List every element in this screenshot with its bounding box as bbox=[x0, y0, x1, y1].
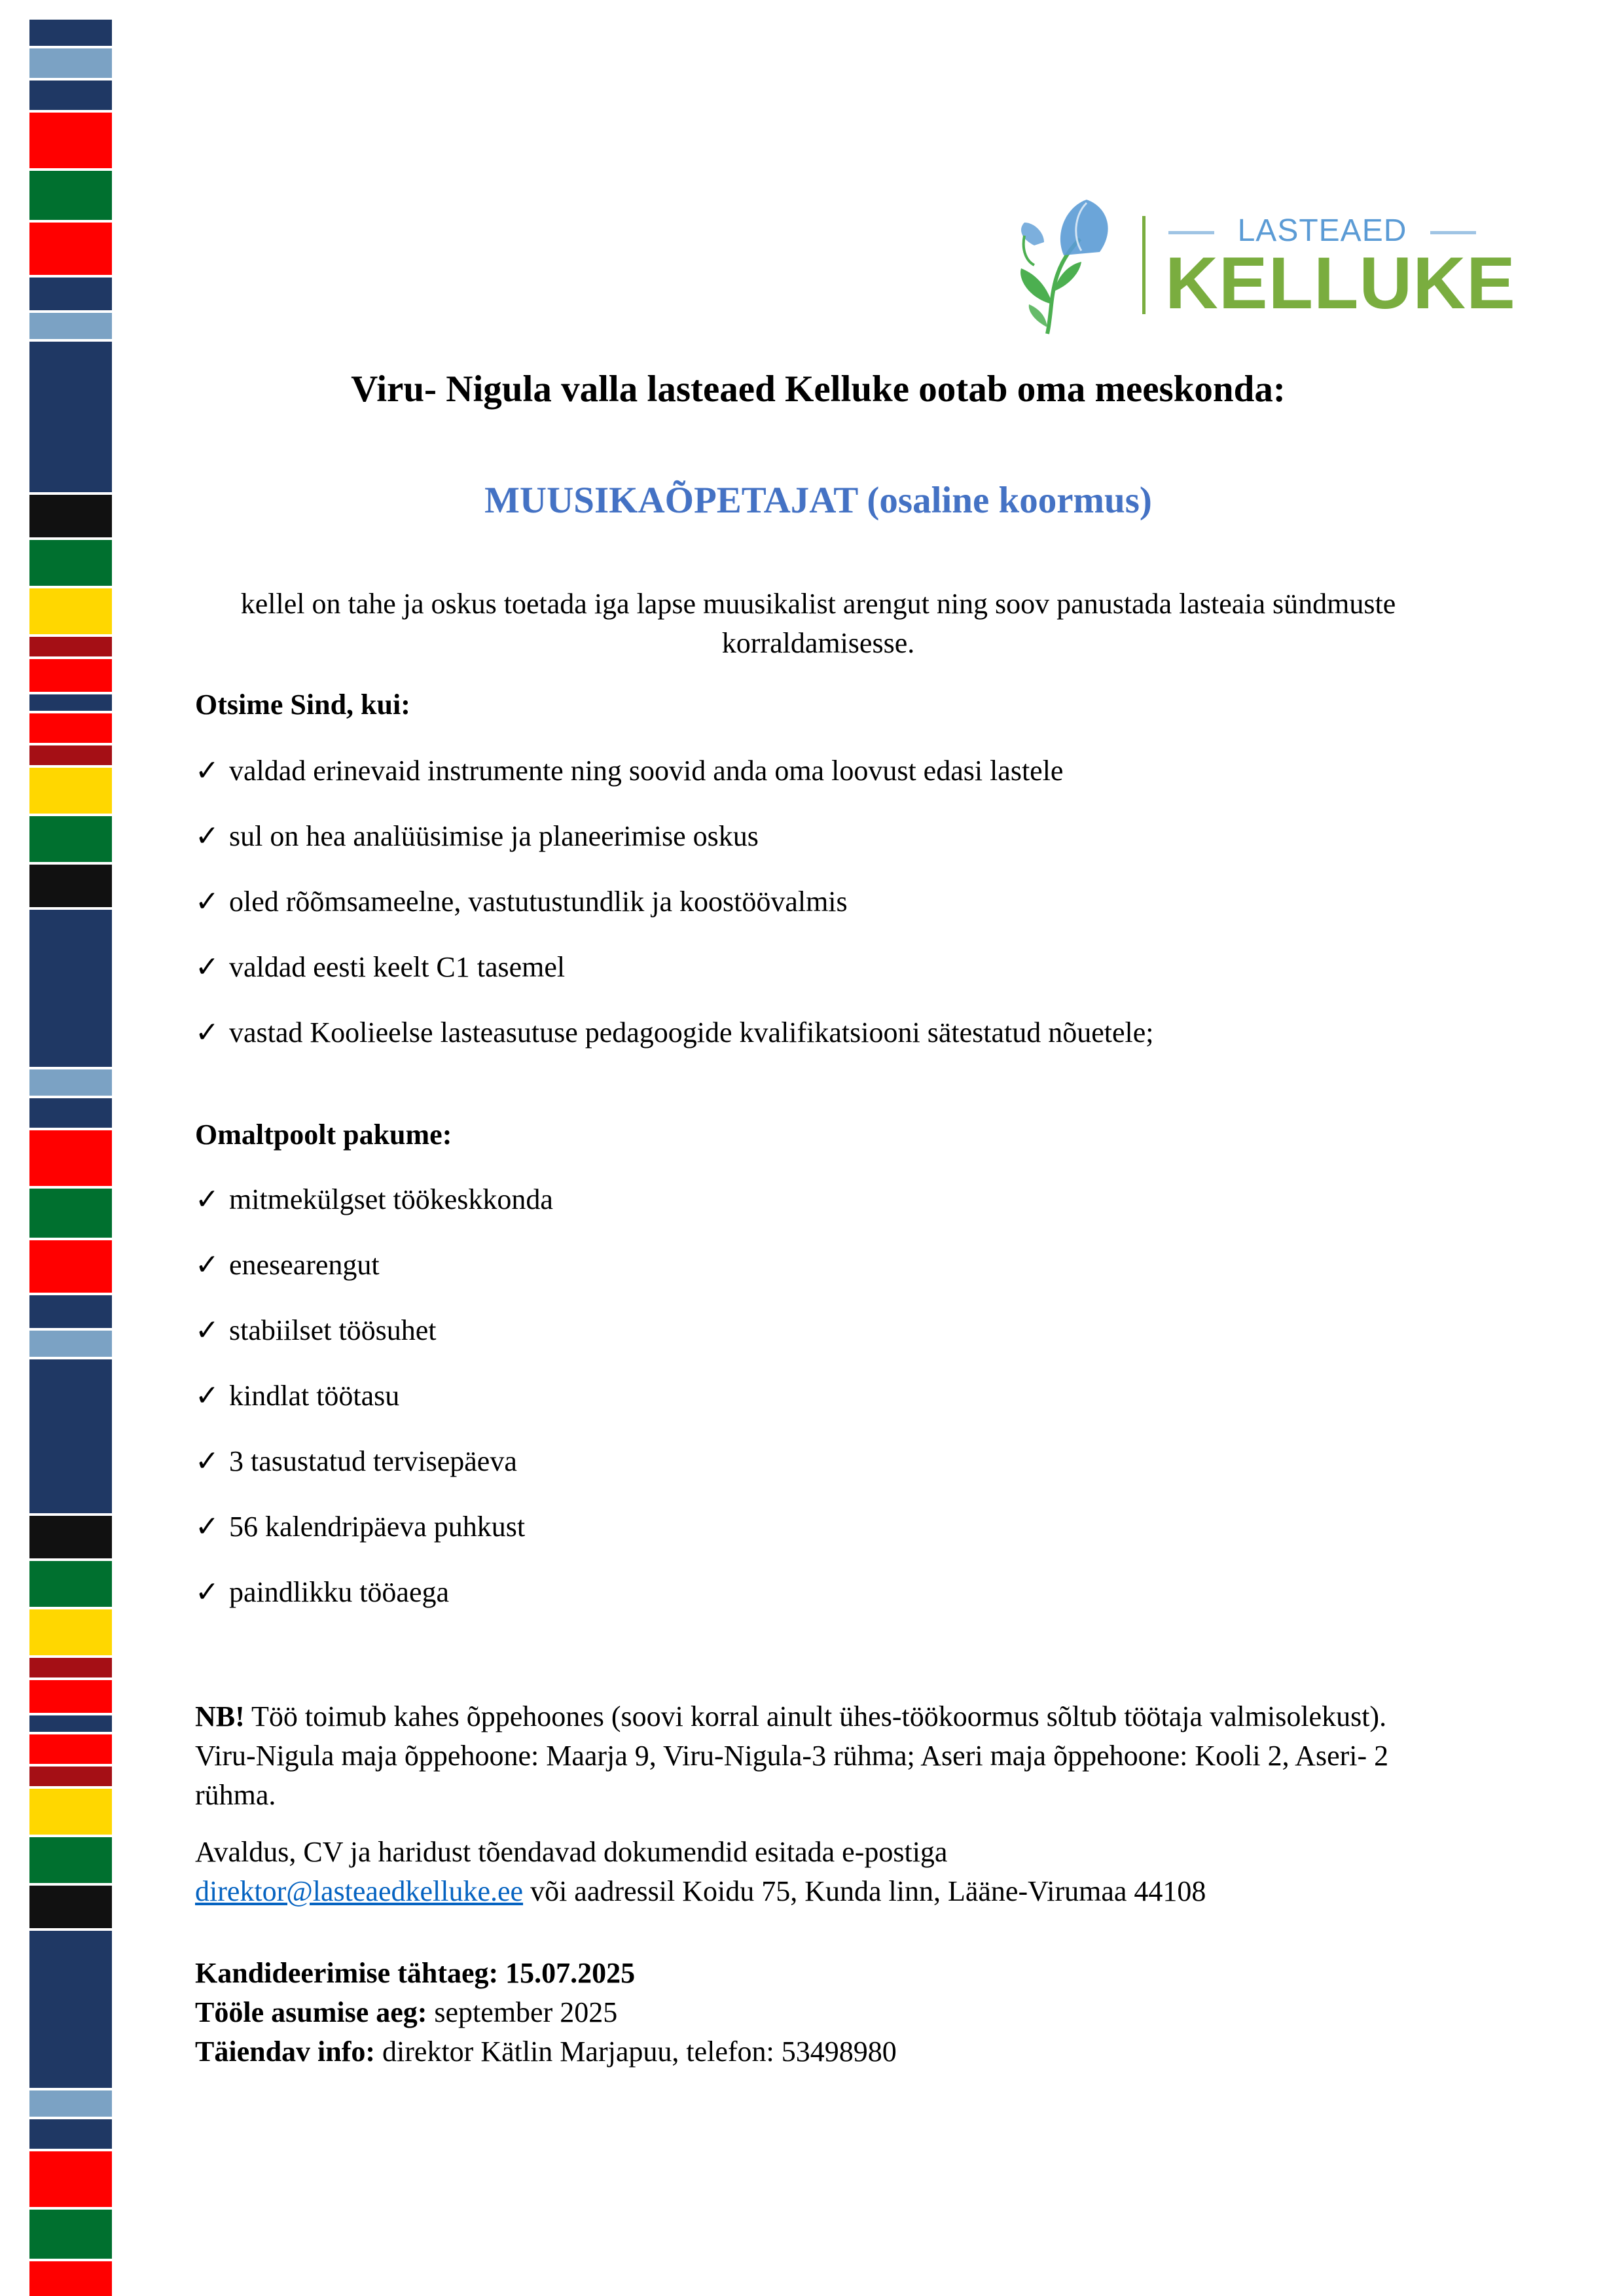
band-stripe bbox=[29, 1734, 112, 1764]
note-paragraph: NB! Töö toimub kahes õppehoones (soovi korral ainult ühes-töökoormus sõltub töötaja valmisolekust). Viru-Nigula maja õppehoone: Maarja 9, Viru-Nigula-3 rühma; Aseri maja õppehoone: Kooli 2, Aseri- 2 rühma. bbox=[195, 1700, 1389, 1811]
note-label: NB! bbox=[195, 1700, 245, 1732]
band-stripe bbox=[29, 1886, 112, 1928]
band-stripe bbox=[29, 1295, 112, 1328]
band-stripe bbox=[29, 1837, 112, 1883]
band-stripe bbox=[29, 2119, 112, 2149]
kelluke-logo bbox=[1008, 193, 1516, 344]
requirement-item: ✓ valdad eesti keelt C1 tasemel bbox=[195, 948, 1471, 987]
logo-title: KELLUKE bbox=[1165, 242, 1516, 324]
band-stripe bbox=[29, 865, 112, 907]
band-stripe bbox=[29, 2151, 112, 2207]
check-icon: ✓ bbox=[195, 1183, 219, 1215]
contact-info-line: Täiendav info: direktor Kätlin Marjapuu, telefon: 53498980 bbox=[195, 2036, 897, 2068]
logo-subtitle: LASTEAED bbox=[1237, 213, 1407, 248]
check-icon: ✓ bbox=[195, 1380, 219, 1412]
offer-item: ✓ paindlikku tööaega bbox=[195, 1573, 1471, 1612]
band-stripe bbox=[29, 637, 112, 656]
check-icon: ✓ bbox=[195, 951, 219, 983]
band-stripe bbox=[29, 1609, 112, 1655]
band-stripe bbox=[29, 113, 112, 168]
band-stripe bbox=[29, 713, 112, 743]
band-stripe bbox=[29, 1069, 112, 1096]
band-stripe bbox=[29, 1680, 112, 1713]
logo-divider bbox=[1142, 216, 1146, 314]
logo-line-left bbox=[1168, 231, 1214, 234]
check-icon: ✓ bbox=[195, 1016, 219, 1049]
intro-text: kellel on tahe ja oskus toetada iga lapse muusikalist arengut ning soov panustada lasteaia sündmuste korraldamisesse. bbox=[240, 588, 1396, 659]
band-stripe bbox=[29, 1789, 112, 1835]
application-paragraph: Avaldus, CV ja haridust tõendavad dokumendid esitada e-postiga direktor@lasteaedkelluke.ee või aadressil Koidu 75, Kunda linn, Lääne-Virumaa 44108 bbox=[195, 1836, 1206, 1907]
offer-item: ✓ mitmekülgset töökeskkonda bbox=[195, 1180, 1471, 1219]
check-icon: ✓ bbox=[195, 1314, 219, 1346]
band-stripe bbox=[29, 1240, 112, 1293]
band-stripe bbox=[29, 223, 112, 275]
band-stripe bbox=[29, 1767, 112, 1786]
check-icon: ✓ bbox=[195, 1445, 219, 1477]
band-stripe bbox=[29, 659, 112, 692]
band-stripe bbox=[29, 495, 112, 537]
logo-line-right bbox=[1430, 231, 1476, 234]
band-stripe bbox=[29, 2210, 112, 2259]
band-stripe bbox=[29, 48, 112, 78]
band-stripe bbox=[29, 81, 112, 110]
band-stripe bbox=[29, 1516, 112, 1558]
check-icon: ✓ bbox=[195, 755, 219, 787]
offer-item: ✓ stabiilset töösuhet bbox=[195, 1311, 1471, 1350]
requirement-item: ✓ oled rõõmsameelne, vastutustundlik ja koostöövalmis bbox=[195, 882, 1471, 922]
check-icon: ✓ bbox=[195, 1511, 219, 1543]
decorative-folk-band bbox=[29, 0, 112, 2296]
check-icon: ✓ bbox=[195, 886, 219, 918]
band-stripe bbox=[29, 1189, 112, 1238]
band-stripe bbox=[29, 745, 112, 765]
band-stripe bbox=[29, 910, 112, 1067]
requirements-title: Otsime Sind, kui: bbox=[195, 689, 410, 721]
start-date-line: Tööle asumise aeg: september 2025 bbox=[195, 1996, 618, 2028]
email-link[interactable]: direktor@lasteaedkelluke.ee bbox=[195, 1875, 524, 1907]
band-stripe bbox=[29, 540, 112, 586]
band-stripe bbox=[29, 694, 112, 711]
band-stripe bbox=[29, 768, 112, 814]
band-stripe bbox=[29, 278, 112, 310]
requirement-item: ✓ valdad erinevaid instrumente ning soovid anda oma loovust edasi lastele bbox=[195, 751, 1471, 791]
page-heading: Viru- Nigula valla lasteaed Kelluke ootab oma meeskonda: bbox=[351, 368, 1286, 410]
check-icon: ✓ bbox=[195, 1249, 219, 1281]
band-stripe bbox=[29, 342, 112, 492]
check-icon: ✓ bbox=[195, 1576, 219, 1608]
offer-title: Omaltpoolt pakume: bbox=[195, 1119, 452, 1151]
offer-item: ✓ enesearengut bbox=[195, 1246, 1471, 1285]
check-icon: ✓ bbox=[195, 820, 219, 852]
job-title: MUUSIKAÕPETAJAT (osaline koormus) bbox=[484, 480, 1152, 521]
requirement-item: ✓ vastad Koolieelse lasteasutuse pedagoogide kvalifikatsiooni sätestatud nõuetele; bbox=[195, 1013, 1471, 1052]
band-stripe bbox=[29, 171, 112, 220]
band-stripe bbox=[29, 2261, 112, 2296]
band-stripe bbox=[29, 588, 112, 634]
band-stripe bbox=[29, 1130, 112, 1186]
band-stripe bbox=[29, 1359, 112, 1513]
band-stripe bbox=[29, 313, 112, 339]
offer-item: ✓ 56 kalendripäeva puhkust bbox=[195, 1507, 1471, 1547]
offer-item: ✓ 3 tasustatud tervisepäeva bbox=[195, 1442, 1471, 1481]
requirement-item: ✓ sul on hea analüüsimise ja planeerimise oskus bbox=[195, 817, 1471, 856]
bellflower-icon bbox=[1008, 193, 1139, 344]
band-stripe bbox=[29, 816, 112, 862]
band-stripe bbox=[29, 1658, 112, 1677]
band-stripe bbox=[29, 1715, 112, 1732]
band-stripe bbox=[29, 1931, 112, 2088]
band-stripe bbox=[29, 20, 112, 46]
band-stripe bbox=[29, 1561, 112, 1607]
band-stripe bbox=[29, 2090, 112, 2117]
offer-item: ✓ kindlat töötasu bbox=[195, 1376, 1471, 1416]
band-stripe bbox=[29, 1331, 112, 1357]
band-stripe bbox=[29, 1098, 112, 1128]
deadline-line: Kandideerimise tähtaeg: 15.07.2025 bbox=[195, 1957, 636, 1989]
